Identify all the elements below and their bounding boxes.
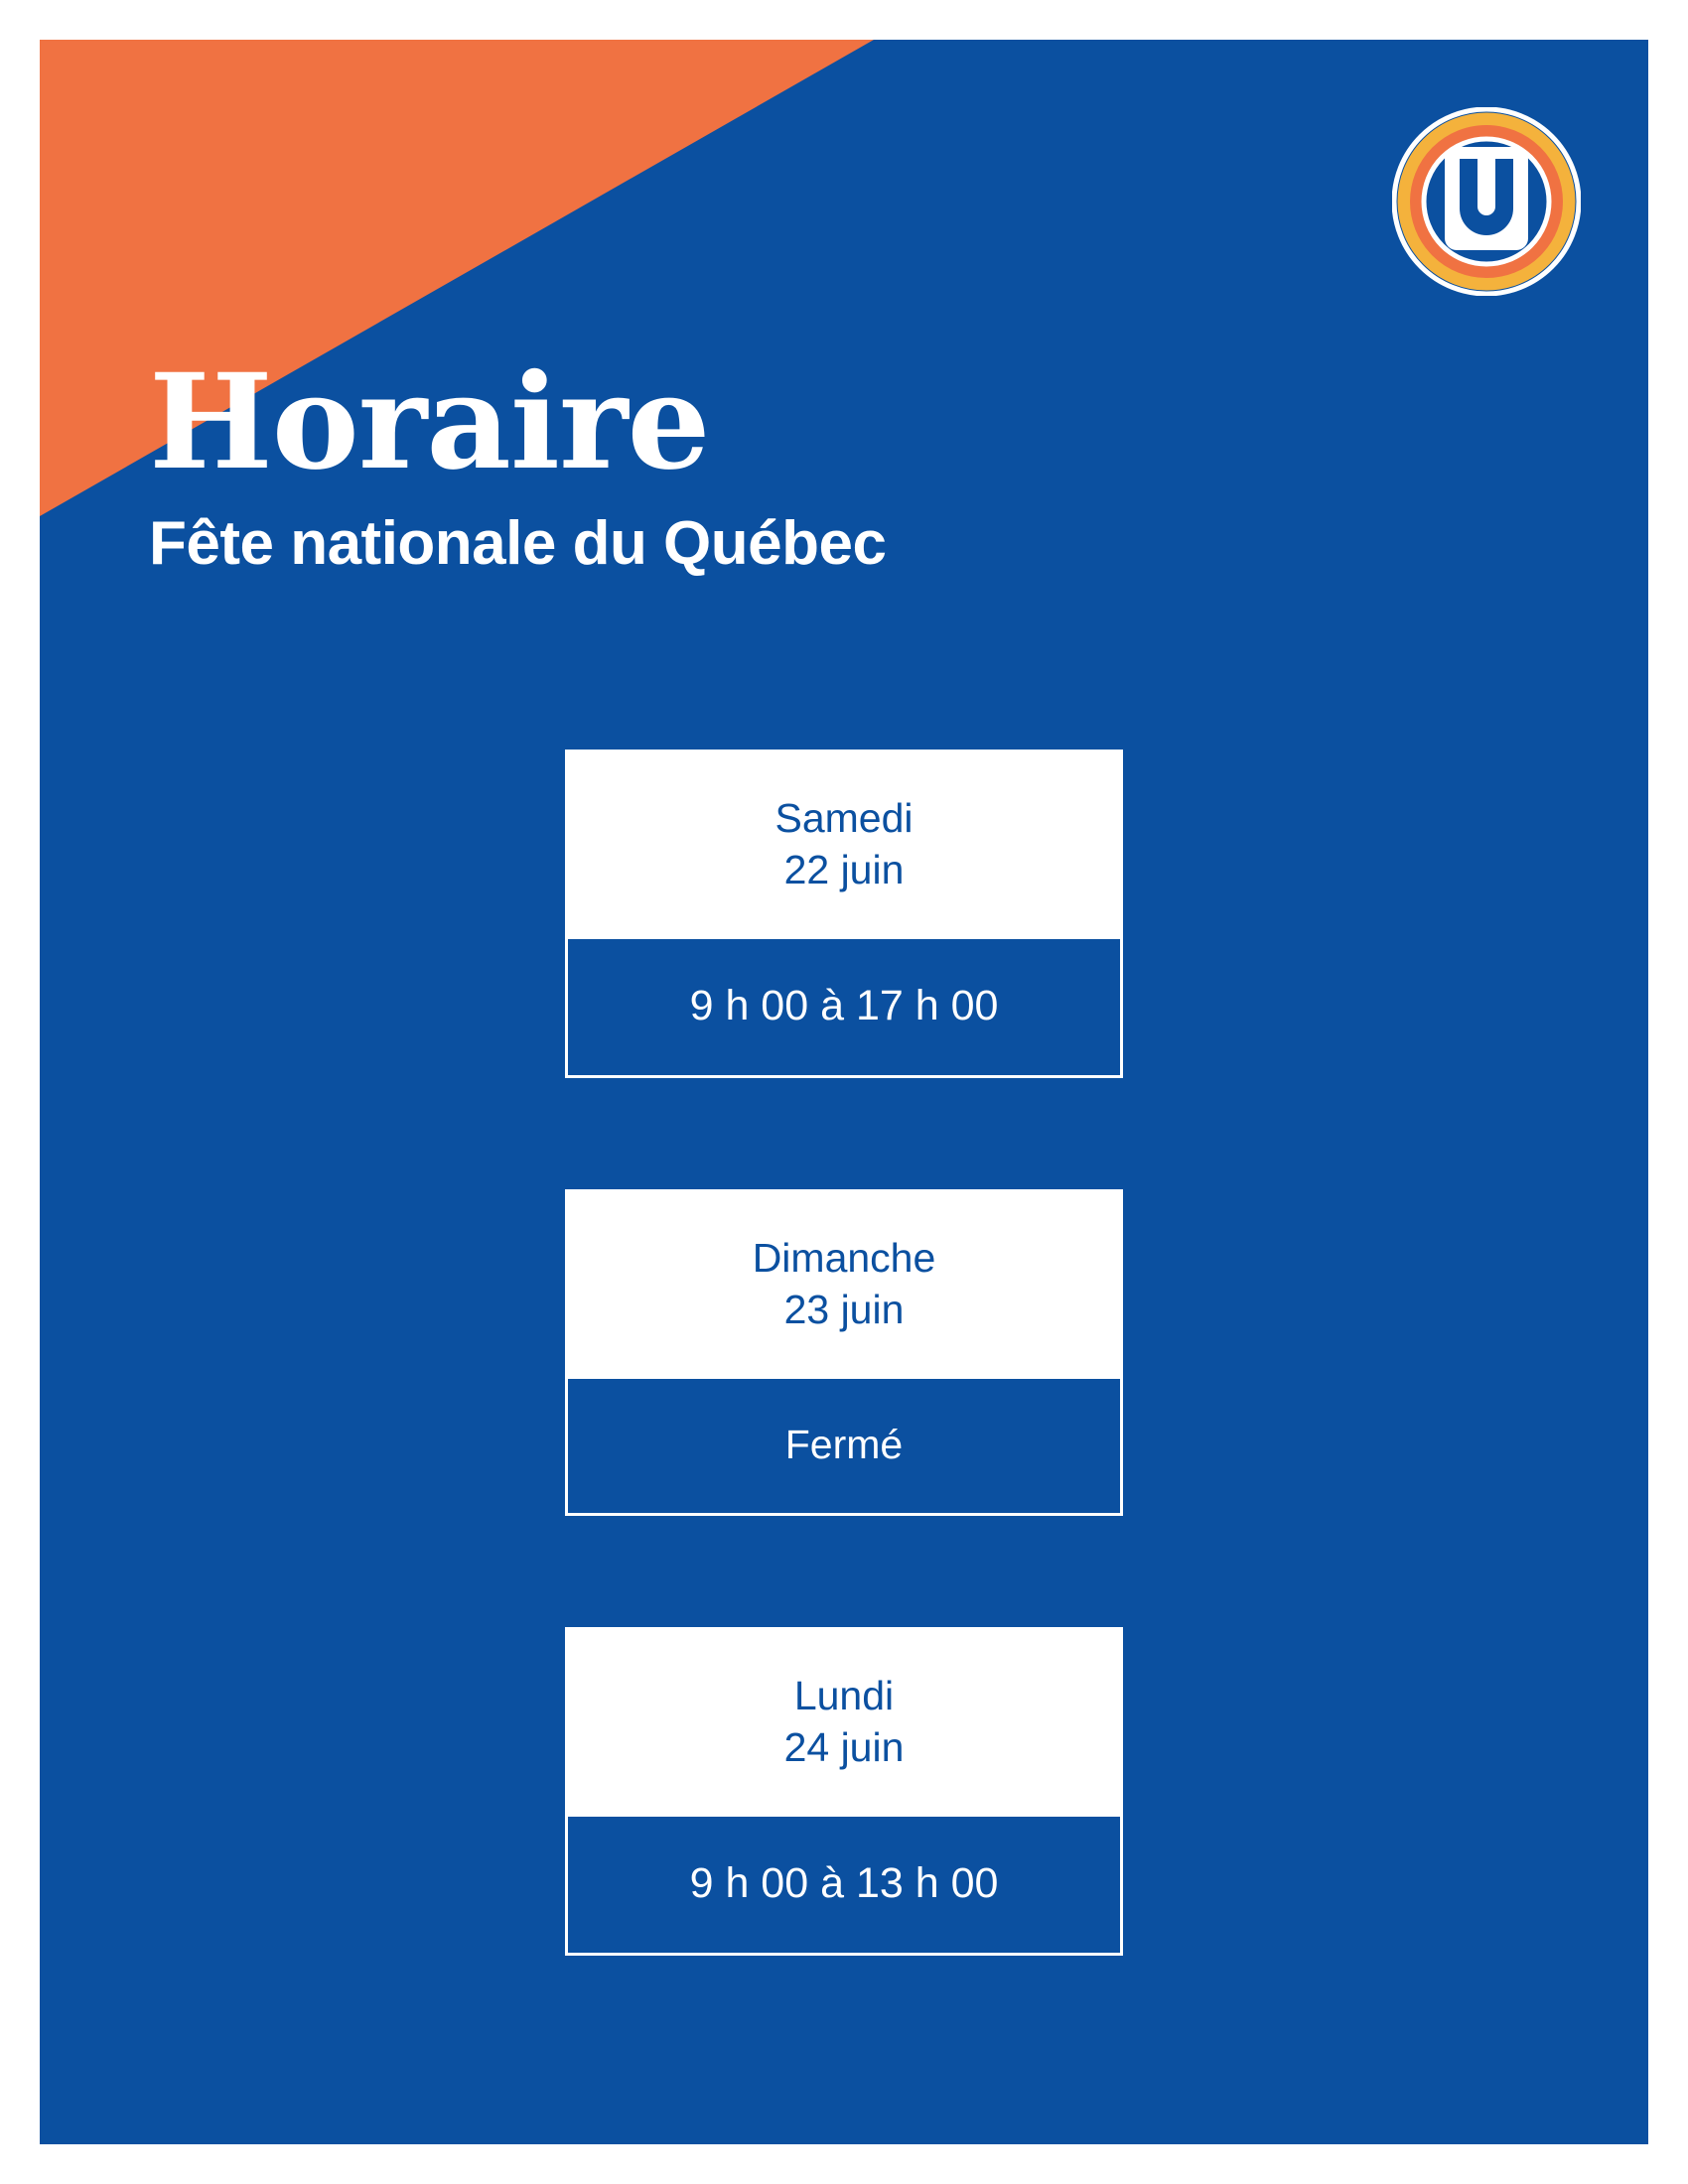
page-subtitle: Fête nationale du Québec xyxy=(149,509,887,578)
day-date: 22 juin xyxy=(783,847,905,893)
day-name: Lundi xyxy=(793,1672,895,1718)
day-date: 24 juin xyxy=(783,1724,905,1771)
schedule-card xyxy=(565,750,1123,1078)
university-logo xyxy=(1392,107,1581,296)
schedule-card-hours: Fermé xyxy=(568,1376,1120,1513)
schedule-card-day xyxy=(568,752,1120,936)
day-name: Dimanche xyxy=(752,1234,936,1281)
schedule-card-day xyxy=(568,1630,1120,1814)
schedule-list xyxy=(40,750,1648,1956)
poster-canvas xyxy=(40,40,1648,2144)
schedule-card-day xyxy=(568,1192,1120,1376)
schedule-card-hours: 9 h 00 à 13 h 00 xyxy=(568,1814,1120,1953)
day-date: 23 juin xyxy=(783,1287,905,1333)
page-title: Horaire xyxy=(149,345,710,499)
schedule-card-hours: 9 h 00 à 17 h 00 xyxy=(568,936,1120,1075)
schedule-card xyxy=(565,1627,1123,1956)
title-block xyxy=(149,345,1340,578)
day-name: Samedi xyxy=(774,795,914,841)
schedule-card xyxy=(565,1189,1123,1516)
